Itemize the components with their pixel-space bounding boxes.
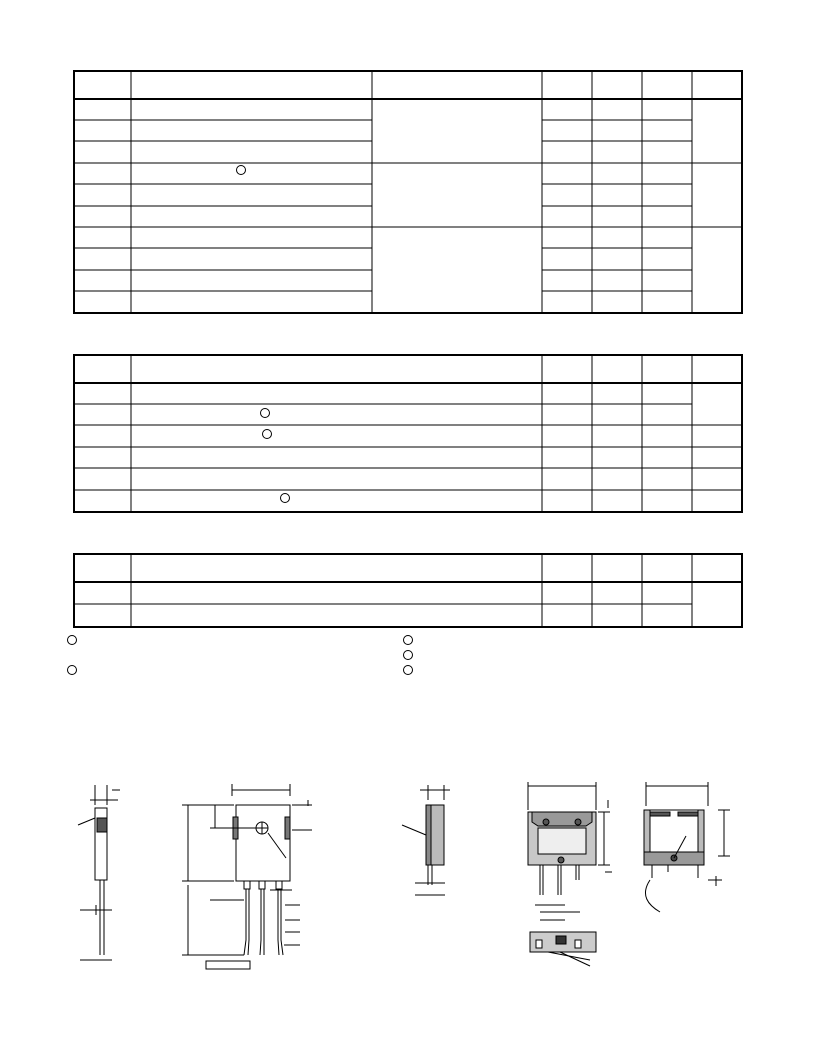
- note-marker-icon: [403, 650, 413, 660]
- package-b-front-view: [528, 782, 612, 966]
- note-marker-icon: [67, 635, 77, 645]
- note-marker-icon: [260, 408, 270, 418]
- note-marker-icon: [403, 665, 413, 675]
- electrical-characteristics-table: [73, 70, 743, 314]
- package-outline-drawings: [0, 760, 816, 990]
- thermal-characteristics-table: [73, 553, 743, 628]
- table-grid: [75, 555, 741, 626]
- note-marker-icon: [403, 635, 413, 645]
- table-grid: [75, 356, 741, 511]
- package-b-side-view: [402, 785, 450, 895]
- package-a-side-view: [78, 785, 120, 960]
- note-marker-icon: [236, 165, 246, 175]
- dynamic-characteristics-table: [73, 354, 743, 513]
- note-marker-icon: [67, 665, 77, 675]
- package-a-front-view: [182, 784, 312, 969]
- package-b-rear-view: [644, 782, 730, 912]
- note-marker-icon: [280, 493, 290, 503]
- note-marker-icon: [262, 429, 272, 439]
- table-grid: [75, 72, 741, 312]
